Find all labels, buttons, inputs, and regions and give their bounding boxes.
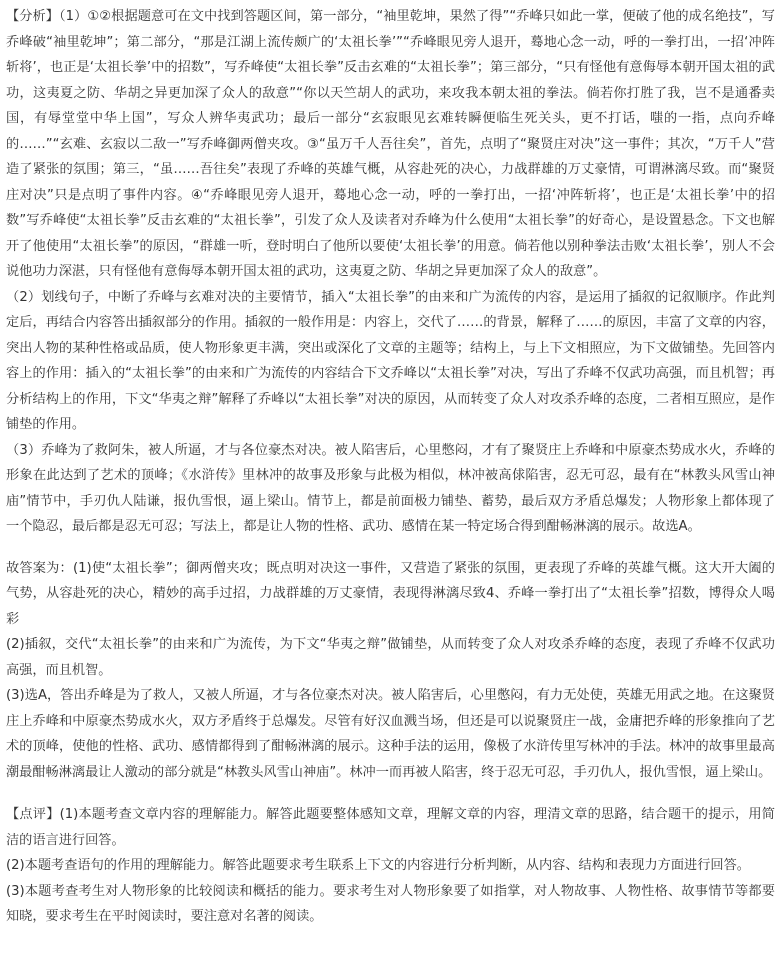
answer-section	[6, 556, 775, 786]
answer-paragraph-3: (3)选A，答出乔峰是为了救人，又被人所逼，才与各位豪杰对决。被人陷害后，心里憋闷，有力无处使，英雄无用武之地。在这聚贤庄上乔峰和中原豪杰势成水火，双方矛盾终于总爆发。尽管有好汉血溅当场，但还是可以说聚贤庄一战，金庸把乔峰的形象推向了艺术的顶峰，使他的性格、武功、感情都得到了酣畅淋漓的展示。这种手法的运用，像极了水浒传里写林冲的手法。林冲的故事里最高潮最酣畅淋漓最让人激动的部分就是“林教头风雪山神庙”。林冲一而再被人陷害，终于忍无可忍，手刃仇人，报仇雪恨，逼上梁山。	[6, 688, 775, 780]
analysis-paragraph-1: 【分析】（1）①②根据题意可在文中找到答题区间，第一部分，“袖里乾坤，果然了得”“乔峰只如此一掌，便破了他的成名绝技”，写乔峰破“袖里乾坤”；第二部分，“那是江湖上流传颇广的‘太祖长拳’”“乔峰眼见旁人退开，蓦地心念一动，呼的一拳打出，一招‘冲阵斩将’，也正是‘太祖长拳’中的招数”，写乔峰使“太祖长拳”反击玄难的“太祖长拳”；第三部分，“只有怪他有意侮辱本朝开国太祖的武功，这夷夏之防、华胡之异更加深了众人的敌意”“你以天竺胡人的武功，来攻我本朝太祖的拳法。倘若你打胜了我，岂不是通番卖国，有辱堂堂中华上国”，写众人辨华夷武功；最后一部分“玄寂眼见玄难转瞬便临生死关头，更不打话，嗤的一指，点向乔峰的……”“玄难、玄寂以二敌一”写乔峰御两僧夹攻。③“虽万千人吾往矣”，首先，点明了“聚贤庄对决”这一事件；其次，“万千人”营造了紧张的氛围；第三，“虽……吾往矣”表现了乔峰的英雄气概，从容赴死的决心，力战群雄的万丈豪情，可谓淋漓尽致。而“聚贤庄对决”只是点明了事件内容。④“乔峰眼见旁人退开，蓦地心念一动，呼的一拳打出，一招‘冲阵斩将’，也正是‘太祖长拳’中的招数”写乔峰使“太祖长拳”反击玄难的“太祖长拳”，引发了众人及读者对乔峰为什么使用“太祖长拳”的好奇心，是设置悬念。下文也解开了他使用“太祖长拳”的原因，“群雄一听，登时明白了他所以要使‘太祖长拳’的用意。倘若他以别种拳法击败‘太祖长拳’，别人不会说他功力深湛，只有怪他有意侮辱本朝开国太祖的武功，这夷夏之防、华胡之异更加深了众人的敌意”。	[6, 9, 775, 279]
analysis-paragraph-2: （2）划线句子，中断了乔峰与玄难对决的主要情节，插入“太祖长拳”的由来和广为流传的内容，是运用了插叙的记叙顺序。作此判定后，再结合内容答出插叙部分的作用。插叙的一般作用是：内容上，交代了……的背景，解释了……的原因，丰富了文章的内容，突出人物的某种性格或品质，使人物形象更丰满，突出或深化了文章的主题等；结构上，与上下文相照应，为下文做铺垫。先回答内容上的作用：插入的“太祖长拳”的由来和广为流传的内容结合下文乔峰以“太祖长拳”对决，写出了乔峰不仅武功高强，而且机智；再分析结构上的作用，下文“华夷之辩”解释了乔峰以“太祖长拳”对决的原因，从而转变了众人对攻杀乔峰的态度，二者相互照应，是作铺垫的作用。	[6, 289, 775, 432]
analysis-section	[6, 4, 775, 540]
analysis-paragraph-3: （3）乔峰为了救阿朱，被人所逼，才与各位豪杰对决。被人陷害后，心里憋闷，才有了聚贤庄上乔峰和中原豪杰势成水火，乔峰的形象在此达到了艺术的顶峰；《水浒传》里林冲的故事及形象与此极为相似，林冲被高俅陷害，忍无可忍，最有在“林教头风雪山神庙”情节中，手刃仇人陆谦，报仇雪恨，逼上梁山。情节上，都是前面极力铺垫、蓄势，最后双方矛盾总爆发；人物形象上都体现了一个隐忍，最后都是忍无可忍；写法上，都是让人物的性格、武功、感情在某一特定场合得到酣畅淋漓的展示。故选A。	[6, 442, 775, 534]
comment-section	[6, 802, 775, 930]
answer-paragraph-2: (2)插叙，交代“太祖长拳”的由来和广为流传，为下文“华夷之辩”做铺垫，从而转变了众人对攻杀乔峰的态度，表现了乔峰不仅武功高强，而且机智。	[6, 637, 775, 678]
answer-paragraph-1: 故答案为：(1)使“太祖长拳”；御两僧夹攻；既点明对决这一事件，又营造了紧张的氛围，更表现了乔峰的英雄气概。这大开大阖的气势，从容赴死的决心，精妙的高手过招，力战群雄的万丈豪情，表现得淋漓尽致4、乔峰一拳打出了“太祖长拳”招数，博得众人喝彩	[6, 560, 775, 627]
comment-paragraph-2: (2)本题考查语句的作用的理解能力。解答此题要求考生联系上下文的内容进行分析判断，从内容、结构和表现力方面进行回答。	[6, 858, 750, 873]
comment-paragraph-3: (3)本题考查考生对人物形象的比较阅读和概括的能力。要求考生对人物形象要了如指掌，对人物故事、人物性格、故事情节等都要知晓，要求考生在平时阅读时，要注意对名著的阅读。	[6, 883, 775, 924]
comment-paragraph-1: 【点评】(1)本题考查文章内容的理解能力。解答此题要整体感知文章，理解文章的内容，理清文章的思路，结合题干的提示，用简洁的语言进行回答。	[6, 807, 775, 848]
